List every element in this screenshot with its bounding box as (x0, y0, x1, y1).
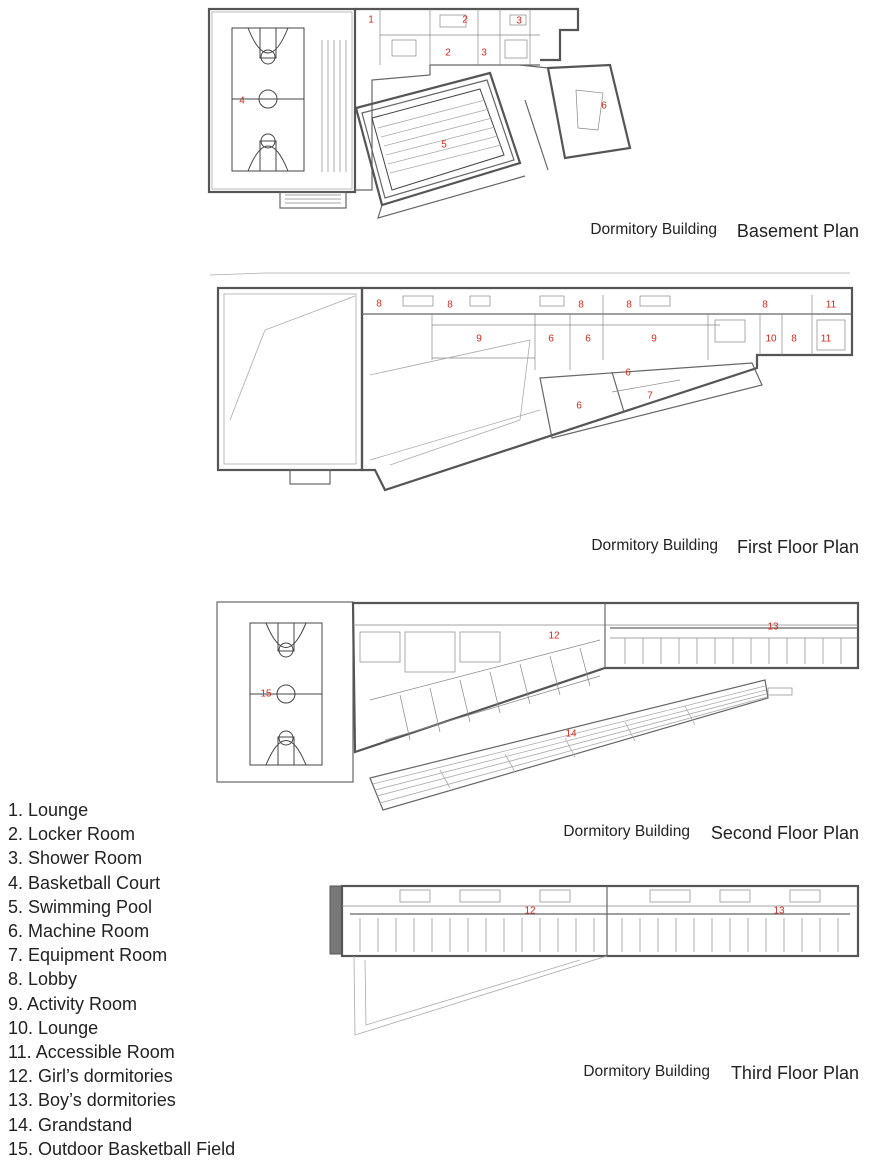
legend-item: 4. Basketball Court (8, 872, 161, 893)
legend-item: 6. Machine Room (8, 921, 150, 942)
legend-item: 14. Grandstand (8, 1114, 133, 1135)
machine-room-wall (548, 65, 630, 158)
first-room-11a: 11 (825, 299, 837, 311)
plan-title-prefix: Dormitory Building (563, 823, 690, 840)
plan-title-name: Basement Plan (736, 221, 859, 241)
plan-title-name: First Floor Plan (736, 537, 859, 557)
plan-title-second (563, 823, 859, 843)
third-room-12: 12 (524, 905, 536, 917)
basement-room-4: 4 (239, 95, 245, 107)
plan-title-name: Third Floor Plan (730, 1063, 859, 1083)
legend-item: 7. Equipment Room (8, 945, 168, 966)
basement-plan (209, 9, 630, 218)
basement-room-3a: 3 (516, 15, 522, 27)
first-room-9b: 9 (651, 333, 657, 345)
outdoor-field-boundary (217, 602, 353, 782)
basement-room-2a: 2 (462, 14, 468, 26)
first-floor-outline (362, 288, 852, 490)
basement-room-1: 1 (368, 14, 374, 26)
second-room-15: 15 (260, 688, 272, 700)
second-room-14: 14 (565, 728, 577, 740)
legend-item: 15. Outdoor Basketball Field (8, 1138, 236, 1159)
first-room-8d: 8 (626, 299, 632, 311)
first-room-9a: 9 (476, 333, 482, 345)
plan-title-prefix: Dormitory Building (583, 1063, 710, 1080)
legend-item: 5. Swimming Pool (8, 896, 153, 917)
legend-item: 8. Lobby (8, 969, 78, 990)
second-room-13: 13 (767, 621, 779, 633)
basement-room-3b: 3 (481, 47, 487, 59)
plan-title-basement (590, 221, 859, 241)
third-floor-outline (342, 886, 858, 956)
basement-room-2b: 2 (445, 47, 451, 59)
plan-title-name: Second Floor Plan (710, 823, 859, 843)
second-room-12: 12 (548, 630, 560, 642)
first-room-8c: 8 (578, 299, 584, 311)
plan-title-prefix: Dormitory Building (591, 537, 718, 554)
first-room-6b: 6 (585, 333, 591, 345)
third-room-13: 13 (773, 905, 785, 917)
basement-room-6: 6 (601, 100, 607, 112)
legend-item: 9. Activity Room (8, 993, 138, 1014)
plan-title-first (591, 537, 859, 557)
first-room-8e: 8 (762, 299, 768, 311)
legend-item: 13. Boy’s dormitories (8, 1090, 176, 1111)
gym-wall (209, 9, 355, 192)
first-room-6a: 6 (548, 333, 554, 345)
first-room-8a: 8 (376, 298, 382, 310)
legend-item: 11. Accessible Room (8, 1042, 175, 1063)
legend-item: 10. Lounge (8, 1017, 99, 1038)
third-floor-plan (330, 886, 858, 1035)
first-room-11b: 11 (820, 333, 832, 345)
legend-item: 1. Lounge (8, 800, 89, 820)
legend-item: 2. Locker Room (8, 824, 136, 845)
first-floor-gym-wall (218, 288, 362, 470)
plan-title-prefix: Dormitory Building (590, 221, 717, 238)
first-room-8f: 8 (791, 333, 797, 345)
legend-item: 12. Girl’s dormitories (8, 1066, 173, 1087)
first-room-6d: 6 (576, 400, 582, 412)
room-legend (8, 798, 235, 1161)
basement-room-5: 5 (441, 139, 447, 151)
first-room-8b: 8 (447, 299, 453, 311)
second-floor-plan (217, 602, 858, 810)
first-room-10: 10 (765, 333, 777, 345)
legend-item: 3. Shower Room (8, 848, 143, 869)
first-room-7: 7 (647, 390, 653, 402)
first-room-6c: 6 (625, 367, 631, 379)
first-floor-plan (210, 273, 852, 490)
plan-title-third (583, 1063, 859, 1083)
